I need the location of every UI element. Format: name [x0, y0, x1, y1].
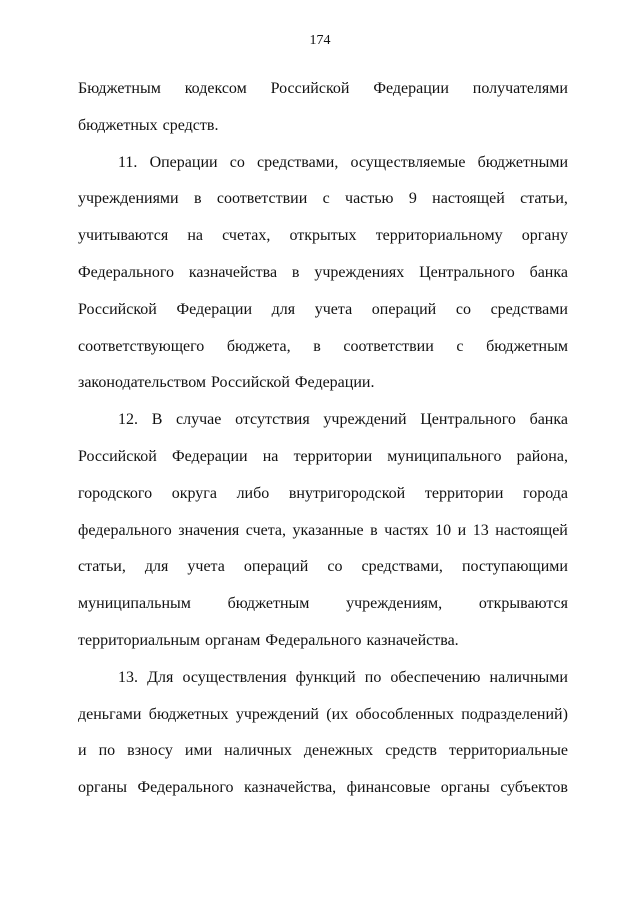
- word: Бюджетным: [78, 80, 161, 97]
- word: территории: [293, 447, 373, 465]
- word: либо: [236, 484, 270, 502]
- word: и: [78, 742, 87, 760]
- word: казначейства.: [366, 631, 459, 649]
- text-line: [78, 591, 568, 628]
- word: случае: [176, 411, 222, 429]
- word: со: [455, 300, 471, 318]
- word: средствами: [490, 300, 568, 318]
- text-line: [78, 297, 568, 334]
- text-line: [78, 702, 568, 739]
- text-line: [78, 260, 568, 297]
- word: Российской: [78, 300, 157, 318]
- text-line: [78, 554, 568, 591]
- word: с: [456, 337, 464, 355]
- word: со: [229, 153, 245, 171]
- word: бюджетных: [148, 705, 229, 723]
- word: бюджетным: [227, 595, 310, 613]
- word: учреждениям,: [346, 595, 443, 613]
- word: округа: [171, 484, 217, 502]
- word: бюджетных: [78, 116, 158, 134]
- word: казначейства,: [243, 779, 337, 797]
- word: 12.: [118, 411, 138, 429]
- text-line: [78, 738, 568, 775]
- word: со: [327, 558, 343, 576]
- word: на: [262, 447, 279, 465]
- text-line: [78, 444, 568, 481]
- word: соответствии: [216, 190, 308, 208]
- word: 13.: [118, 668, 138, 686]
- word: открытых: [289, 227, 357, 245]
- word: и: [457, 521, 467, 539]
- word: средствами,: [257, 153, 339, 171]
- word: счета,: [245, 521, 287, 539]
- word: финансовые: [346, 779, 431, 797]
- text-line: [78, 628, 568, 665]
- word: на: [187, 227, 203, 245]
- text-line: [78, 407, 568, 444]
- word: Российской: [78, 447, 157, 465]
- word: субъектов: [500, 779, 568, 797]
- word: учета: [187, 558, 225, 576]
- word: Для: [147, 668, 174, 686]
- word: функций: [295, 668, 356, 686]
- text-line: [78, 775, 568, 812]
- word: кодексом: [184, 80, 247, 97]
- word: получателями: [472, 80, 568, 97]
- word: в: [313, 337, 321, 355]
- page-number: 174: [309, 33, 331, 48]
- word: по: [364, 668, 382, 686]
- word: Центрального: [420, 411, 516, 429]
- word: для: [271, 300, 296, 318]
- text-line: [78, 518, 568, 555]
- word: Федерации: [373, 80, 449, 97]
- word: Российской: [270, 80, 350, 97]
- text-line: [78, 150, 568, 187]
- word: Федерации: [176, 300, 253, 318]
- word: 9: [408, 190, 417, 208]
- word: Центрального: [419, 263, 515, 281]
- word: операций: [371, 300, 437, 318]
- word: 13: [472, 521, 489, 539]
- word: муниципальным: [78, 595, 191, 613]
- word: федерального: [78, 521, 172, 539]
- word: учреждениях: [314, 263, 405, 281]
- word: учитываются: [78, 227, 169, 245]
- word: подразделений): [461, 705, 568, 723]
- word: (их: [326, 705, 349, 723]
- word: денежных: [303, 742, 374, 760]
- word: настоящей: [495, 521, 568, 539]
- word: банка: [529, 411, 568, 429]
- word: внутригородской: [288, 484, 406, 502]
- word: органу: [521, 227, 568, 245]
- word: осуществления: [182, 668, 287, 686]
- word: наличных: [224, 742, 292, 760]
- word: частях: [384, 521, 429, 539]
- word: территориальным: [78, 631, 200, 649]
- text-line: [78, 665, 568, 702]
- text-line: [78, 481, 568, 518]
- word: ими: [184, 742, 213, 760]
- word: открываются: [478, 595, 568, 613]
- word: статьи,: [520, 190, 568, 208]
- word: учета: [314, 300, 353, 318]
- word: осуществляемые: [350, 153, 466, 171]
- word: в: [291, 263, 300, 281]
- word: поступающими: [461, 558, 568, 576]
- word: указанные: [292, 521, 364, 539]
- word: территориальному: [375, 227, 503, 245]
- word: района,: [516, 447, 568, 465]
- word: городского: [78, 484, 153, 502]
- word: средствами,: [361, 558, 443, 576]
- text-line: [78, 186, 568, 223]
- word: территориальные: [449, 742, 568, 760]
- word: статьи,: [78, 558, 126, 576]
- word: В: [151, 411, 163, 429]
- text-line: [78, 370, 568, 407]
- word: наличными: [489, 668, 568, 686]
- word: казначейства: [188, 263, 278, 281]
- word: средств.: [162, 116, 219, 134]
- word: органы: [440, 779, 490, 797]
- word: бюджета,: [226, 337, 291, 355]
- word: органам: [204, 631, 261, 649]
- word: банка: [529, 263, 568, 281]
- word: значения: [178, 521, 240, 539]
- word: учреждений: [235, 705, 319, 723]
- word: органы: [78, 779, 127, 797]
- word: для: [144, 558, 169, 576]
- word: обособленных: [355, 705, 454, 723]
- word: бюджетным: [486, 337, 568, 355]
- word: учреждениями: [78, 190, 179, 208]
- word: настоящей: [432, 190, 505, 208]
- document-body: [78, 76, 568, 812]
- word: Российской: [211, 374, 290, 392]
- word: в: [370, 521, 378, 539]
- text-line: [78, 223, 568, 260]
- word: частью: [345, 190, 394, 208]
- word: счетах,: [222, 227, 271, 245]
- word: операций: [243, 558, 309, 576]
- word: Операции: [149, 153, 218, 171]
- word: законодательством: [78, 374, 207, 392]
- word: Федерации.: [294, 374, 375, 392]
- text-line: [78, 76, 568, 113]
- word: Федерального: [78, 263, 175, 281]
- word: Федерального: [137, 779, 234, 797]
- text-line: [78, 334, 568, 371]
- word: Федерации: [172, 447, 248, 465]
- word: в: [193, 190, 202, 208]
- word: Федерального: [265, 631, 362, 649]
- word: с: [322, 190, 330, 208]
- word: по: [98, 742, 116, 760]
- word: отсутствия: [235, 411, 310, 429]
- word: средств: [385, 742, 437, 760]
- word: обеспечению: [390, 668, 481, 686]
- word: взносу: [127, 742, 173, 760]
- word: 10: [435, 521, 452, 539]
- word: соответствии: [343, 337, 434, 355]
- word: города: [523, 484, 568, 502]
- word: деньгами: [78, 705, 142, 723]
- word: бюджетными: [477, 153, 568, 171]
- word: территории: [424, 484, 504, 502]
- text-line: [78, 113, 568, 150]
- word: 11.: [118, 153, 138, 171]
- word: соответствующего: [78, 337, 205, 355]
- word: учреждений: [323, 411, 407, 429]
- word: муниципального: [387, 447, 502, 465]
